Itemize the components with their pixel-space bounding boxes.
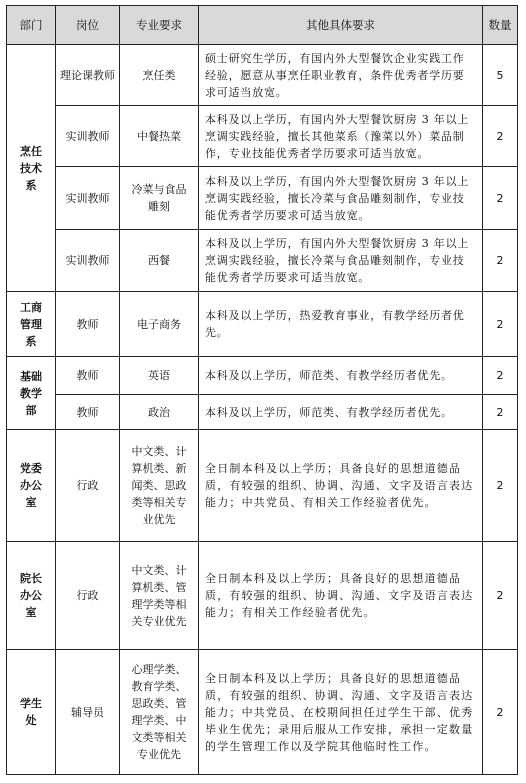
count-cell: 2 [483,542,518,650]
requirement-cell: 本科及以上学历，有国内外大型餐饮厨房 3 年以上烹调实践经验，擅长冷菜与食品雕刻制作，专业技能优秀者学历要求可适当放宽。 [199,230,483,292]
table-row [7,45,518,106]
requirement-cell: 本科及以上学历，有国内外大型餐饮厨房 3 年以上烹调实践经验，擅长其他菜系（豫菜以外）菜品制作，专业技能优秀者学历要求可适当放宽。 [199,106,483,167]
position-cell: 实训教师 [56,167,120,230]
position-cell: 教师 [56,357,120,395]
requirement-cell: 全日制本科及以上学历；具备良好的思想道德品质，有较强的组织、协调、沟通、文字及语言表达能力；中共党员、在校期间担任过学生干部、优秀毕业生优先；录用后服从工作安排，承担一定数量的学生管理工作以及学院其他临时性工作。 [199,650,483,775]
position-cell: 实训教师 [56,106,120,167]
major-cell: 心理学类、教育学类、思政类、管理学类、中文类等相关专业优先 [120,650,199,775]
table-row [7,430,518,542]
header-major: 专业要求 [120,6,199,45]
department-cell: 烹任技术系 [7,45,56,292]
major-cell: 西餐 [120,230,199,292]
position-cell: 教师 [56,395,120,430]
position-cell: 实训教师 [56,230,120,292]
major-cell: 冷菜与食品雕刻 [120,167,199,230]
position-cell: 教师 [56,292,120,357]
department-cell: 基础教学部 [7,357,56,430]
table-row [7,395,518,430]
requirement-cell: 本科及以上学历，师范类、有教学经历者优先。 [199,357,483,395]
position-cell: 理论课教师 [56,45,120,106]
major-cell: 政治 [120,395,199,430]
table-row [7,230,518,292]
count-cell: 2 [483,430,518,542]
count-cell: 2 [483,395,518,430]
table-row [7,650,518,775]
major-cell: 中文类、计算机类、新闻类、思政类等相关专业优先 [120,430,199,542]
header-count: 数量 [483,6,518,45]
requirement-cell: 硕士研究生学历，有国内外大型餐饮企业实践工作经验，愿意从事烹任职业教育，条件优秀者学历要求可适当放宽。 [199,45,483,106]
recruitment-table [6,5,518,775]
requirement-cell: 本科及以上学历，有国内外大型餐饮厨房 3 年以上烹调实践经验，擅长冷菜与食品雕刻制作，专业技能优秀者学历要求可适当放宽。 [199,167,483,230]
requirement-cell: 全日制本科及以上学历；具备良好的思想道德品质，有较强的组织、协调、沟通、文字及语言表达能力；中共党员、有相关工作经验者优先。 [199,430,483,542]
header-other-requirements: 其他具体要求 [199,6,483,45]
position-cell: 行政 [56,430,120,542]
requirement-cell: 本科及以上学历，师范类、有教学经历者优先。 [199,395,483,430]
count-cell: 5 [483,45,518,106]
major-cell: 烹任类 [120,45,199,106]
position-cell: 行政 [56,542,120,650]
position-cell: 辅导员 [56,650,120,775]
header-department: 部门 [7,6,56,45]
header-row [7,6,518,45]
count-cell: 2 [483,292,518,357]
department-cell: 院长办公室 [7,542,56,650]
major-cell: 电子商务 [120,292,199,357]
table-row [7,357,518,395]
major-cell: 中餐热菜 [120,106,199,167]
table-row [7,167,518,230]
count-cell: 2 [483,167,518,230]
count-cell: 2 [483,230,518,292]
count-cell: 2 [483,650,518,775]
major-cell: 中文类、计算机类、管理学类等相关专业优先 [120,542,199,650]
requirement-cell: 本科及以上学历，热爱教育事业，有教学经历者优先。 [199,292,483,357]
count-cell: 2 [483,106,518,167]
count-cell: 2 [483,357,518,395]
table-row [7,106,518,167]
major-cell: 英语 [120,357,199,395]
department-cell: 党委办公室 [7,430,56,542]
department-cell: 学生处 [7,650,56,775]
header-position: 岗位 [56,6,120,45]
department-cell: 工商管理系 [7,292,56,357]
table-row [7,542,518,650]
requirement-cell: 全日制本科及以上学历；具备良好的思想道德品质，有较强的组织、协调、沟通、文字及语言表达能力；有相关工作经验者优先。 [199,542,483,650]
table-row [7,292,518,357]
